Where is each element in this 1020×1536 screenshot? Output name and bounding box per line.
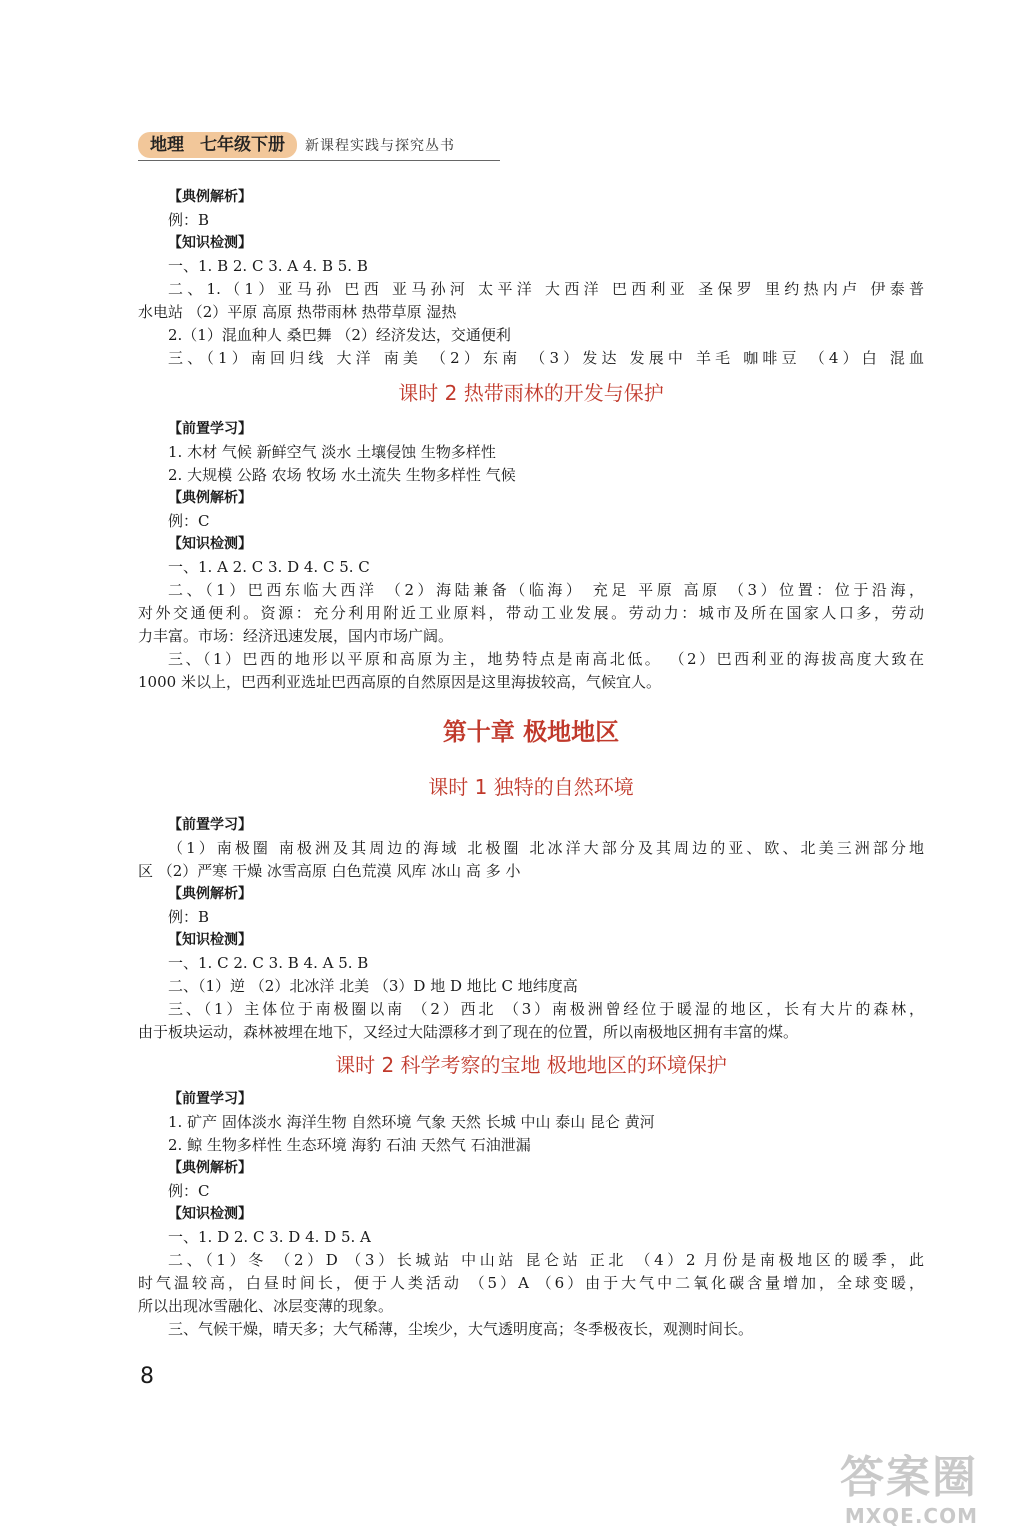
book-header <box>138 132 455 158</box>
answer-line: 1000 米以上，巴西利亚选址巴西高原的自然原因是这里海拔较高，气候宜人。 <box>138 673 661 691</box>
answer-line: 力丰富。市场：经济迅速发展，国内市场广阔。 <box>138 627 454 645</box>
section-heading: 【典例解析】 <box>168 1160 252 1176</box>
answer-line: 2.（1）混血种人 桑巴舞 （2）经济发达，交通便利 <box>168 326 511 344</box>
section-heading: 【前置学习】 <box>168 421 252 437</box>
answer-line: 三、（1）主体位于南极圈以南 （2）西北 （3）南极洲曾经位于暖湿的地区，长有大片的森林， <box>168 1000 924 1018</box>
answer-line: （1）南极圈 南极洲及其周边的海域 北极圈 北冰洋大部分及其周边的亚、欧、北美三洲部分地 <box>168 839 924 857</box>
section-heading: 【典例解析】 <box>168 189 252 205</box>
answer-line: 二、1.（1）亚马孙 巴西 亚马孙河 太平洋 大西洋 巴西利亚 圣保罗 里约热内卢 伊泰普 <box>168 280 924 298</box>
section-heading: 【知识检测】 <box>168 536 252 552</box>
answer-line: 二、（1）逆 （2）北冰洋 北美 （3）D 地 D 地比 C 地纬度高 <box>168 977 578 995</box>
answer-line: 时气温较高，白昼时间长，便于人类活动 （5）A （6）由于大气中二氧化碳含量增加，全球变暖， <box>138 1274 924 1292</box>
answer-line: 区 （2）严寒 干燥 冰雪高原 白色荒漠 风库 冰山 高 多 小 <box>138 862 521 880</box>
answer-line: 1. 木材 气候 新鲜空气 淡水 土壤侵蚀 生物多样性 <box>168 443 496 461</box>
answer-line: 2. 大规模 公路 农场 牧场 水土流失 生物多样性 气候 <box>168 466 516 484</box>
grade-name: 七年级下册 <box>200 135 285 155</box>
section-heading: 【前置学习】 <box>168 817 252 833</box>
subject-name: 地理 <box>150 135 184 155</box>
page-content <box>138 186 924 1341</box>
subject-grade-label <box>138 132 297 158</box>
answer-line: 1. 矿产 固体淡水 海洋生物 自然环境 气象 天然 长城 中山 泰山 昆仑 黄河 <box>168 1113 655 1131</box>
section-heading: 【典例解析】 <box>168 490 252 506</box>
answer-line: 所以出现冰雪融化、冰层变薄的现象。 <box>138 1297 394 1315</box>
section-heading: 【典例解析】 <box>168 886 252 902</box>
answer-line: 由于板块运动，森林被埋在地下，又经过大陆漂移才到了现在的位置，所以南极地区拥有丰富的煤。 <box>138 1023 799 1041</box>
watermark-text: 答案圈 <box>840 1452 978 1503</box>
section-heading: 【前置学习】 <box>168 1091 252 1107</box>
section-heading: 【知识检测】 <box>168 932 252 948</box>
answer-line: 二、（1）冬 （2）D （3）长城站 中山站 昆仑站 正北 （4）2 月份是南极地区的暖季，此 <box>168 1251 924 1269</box>
answer-line: 一、1. D 2. C 3. D 4. D 5. A <box>168 1228 371 1246</box>
answer-line: 例：B <box>168 211 210 229</box>
answer-line: 例：C <box>168 512 210 530</box>
answer-line: 二、（1）巴西东临大西洋 （2）海陆兼备（临海） 充足 平原 高原 （3）位置：位于沿海， <box>168 581 924 599</box>
header-rule <box>138 160 500 161</box>
answer-line: 2. 鲸 生物多样性 生态环境 海豹 石油 天然气 石油泄漏 <box>168 1136 531 1154</box>
lesson-title: 课时 1 独特的自然环境 <box>428 775 634 799</box>
lesson-title: 课时 2 热带雨林的开发与保护 <box>398 381 664 405</box>
answer-line: 一、1. B 2. C 3. A 4. B 5. B <box>168 257 368 275</box>
chapter-title: 第十章 极地地区 <box>442 718 620 746</box>
watermark-logo <box>802 1452 978 1528</box>
answer-line: 三、（1）南回归线 大洋 南美 （2）东南 （3）发达 发展中 羊毛 咖啡豆 （4）白 混血 <box>168 349 924 367</box>
answer-line: 一、1. A 2. C 3. D 4. C 5. C <box>168 558 370 576</box>
answer-line: 三、（1）巴西的地形以平原和高原为主，地势特点是南高北低。 （2）巴西利亚的海拔高度大致在 <box>168 650 924 668</box>
answer-line: 一、1. C 2. C 3. B 4. A 5. B <box>168 954 369 972</box>
section-heading: 【知识检测】 <box>168 1206 252 1222</box>
answer-line: 水电站 （2）平原 高原 热带雨林 热带草原 湿热 <box>138 303 457 321</box>
answer-line: 例：B <box>168 908 210 926</box>
watermark-url: MXQE.COM <box>844 1504 978 1528</box>
answer-line: 三、气候干燥，晴天多；大气稀薄，尘埃少，大气透明度高；冬季极夜长，观测时间长。 <box>168 1320 754 1338</box>
answer-line: 例：C <box>168 1182 210 1200</box>
page-number: 8 <box>140 1364 154 1389</box>
series-title: 新课程实践与探究丛书 <box>305 138 455 154</box>
section-heading: 【知识检测】 <box>168 235 252 251</box>
answer-line: 对外交通便利。资源：充分利用附近工业原料，带动工业发展。劳动力：城市及所在国家人口多，劳动 <box>138 604 924 622</box>
lesson-title: 课时 2 科学考察的宝地 极地地区的环境保护 <box>335 1053 727 1077</box>
